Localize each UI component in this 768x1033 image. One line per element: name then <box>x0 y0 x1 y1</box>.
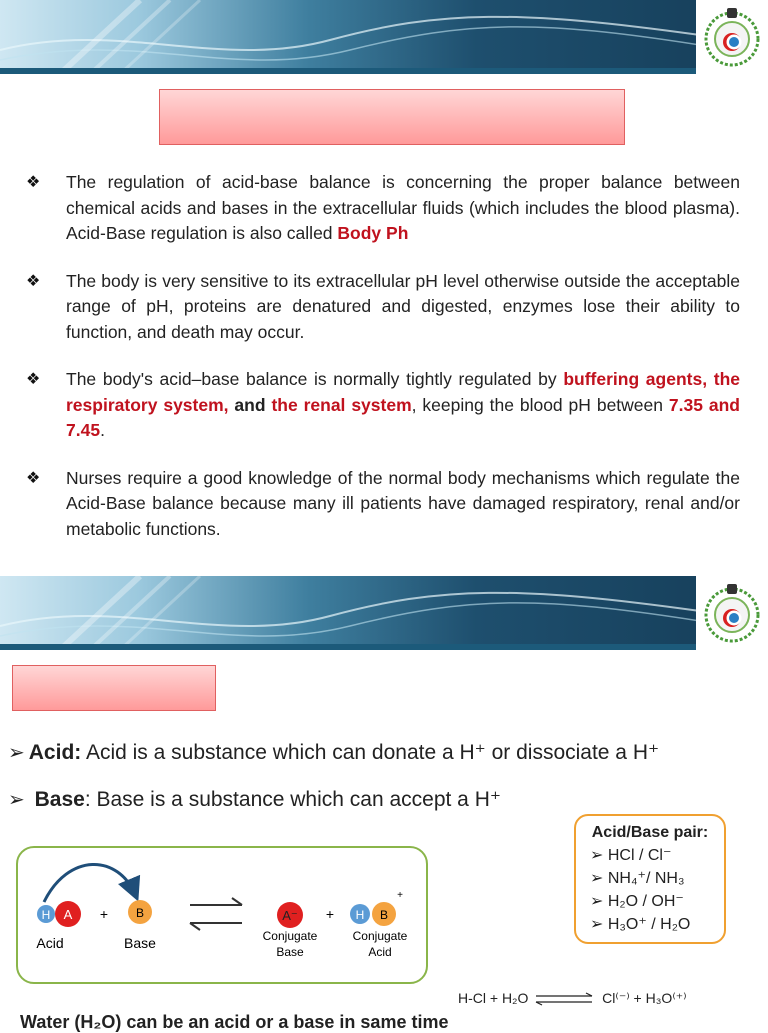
arrow-bullet-icon: ➢ <box>8 742 25 764</box>
proton-transfer-arrow <box>44 864 136 902</box>
svg-text:A: A <box>63 907 73 922</box>
slide-title-box <box>159 89 625 145</box>
equilibrium-arrow-icon <box>532 992 598 1006</box>
banner-decoration <box>0 0 700 74</box>
svg-text:B: B <box>135 906 145 920</box>
bullet-item <box>24 466 740 543</box>
svg-text:Acid: Acid <box>368 945 392 959</box>
bullet-diamond-icon: ❖ <box>26 371 41 388</box>
base-definition: ➢ Base: Base is a substance which can accept a H⁺ <box>8 788 501 811</box>
pair-item: ➢ NH₄⁺/ NH₃ <box>590 870 685 887</box>
bullet-diamond-icon: ❖ <box>26 469 41 487</box>
svg-text:Conjugate: Conjugate <box>262 929 318 943</box>
bullet-text: The regulation of acid-base balance is concerning the proper balance between chemical acids and bases in the extracellular fluids (which includes the blood plasma). Acid-Base regulation is also called Body Ph <box>66 172 740 243</box>
svg-text:H: H <box>41 908 51 922</box>
header-banner-top <box>0 0 768 74</box>
acid-base-reaction-diagram <box>16 846 428 984</box>
header-banner-second <box>0 576 768 650</box>
svg-text:Base: Base <box>124 935 156 951</box>
university-logo <box>702 6 762 68</box>
acid-base-pair-box <box>574 814 726 944</box>
svg-text:B: B <box>379 908 389 922</box>
water-amphoteric-note: Water (H₂O) can be an acid or a base in same time <box>20 1012 449 1032</box>
pair-item: ➢ H₃O⁺ / H₂O <box>590 916 691 933</box>
arrow-bullet-icon: ➢ <box>8 789 25 811</box>
bullet-diamond-icon: ❖ <box>26 272 41 290</box>
svg-text:Conjugate: Conjugate <box>352 929 408 943</box>
pair-item: ➢ HCl / Cl⁻ <box>590 847 672 864</box>
svg-text:Base: Base <box>276 945 304 959</box>
university-logo <box>702 582 762 644</box>
svg-text:Acid: Acid <box>36 935 64 951</box>
bullet-item <box>24 269 740 346</box>
bullet-item <box>24 170 740 247</box>
hcl-water-equation: H-Cl + H₂O Cl⁽⁻⁾ + H₃O⁽⁺⁾ <box>458 990 687 1006</box>
svg-text:+: + <box>325 906 335 922</box>
svg-text:+: + <box>99 906 109 922</box>
svg-text:+: + <box>397 890 403 901</box>
bullet-text: Nurses require a good knowledge of the normal body mechanisms which regulate the Acid-Base balance because many ill patients have damaged respiratory, renal and/or metabolic functions. <box>66 467 740 539</box>
bullet-text: The body's acid–base balance is normally tightly regulated by buffering agents, the respiratory system, and the renal system, keeping the blood pH between 7.35 and 7.45. <box>66 369 741 440</box>
reaction-diagram-svg <box>18 848 426 982</box>
bullet-list <box>24 170 740 564</box>
pair-box-title: Acid/Base pair: <box>591 824 709 841</box>
banner-decoration <box>0 576 700 650</box>
slide-title-box <box>12 665 216 711</box>
bullet-diamond-icon: ❖ <box>26 174 41 191</box>
bullet-text: The body is very sensitive to its extracellular pH level otherwise outside the acceptable range of pH, proteins are denatured and digested, enzymes lose their ability to function, and death may occur. <box>66 270 740 342</box>
svg-text:A⁻: A⁻ <box>282 908 298 923</box>
bullet-item <box>24 367 740 444</box>
acid-definition: ➢ Acid: Acid is a substance which can donate a H⁺ or dissociate a H⁺ <box>8 741 660 764</box>
svg-text:H: H <box>355 908 365 922</box>
pair-item: ➢ H₂O / OH⁻ <box>590 893 684 910</box>
